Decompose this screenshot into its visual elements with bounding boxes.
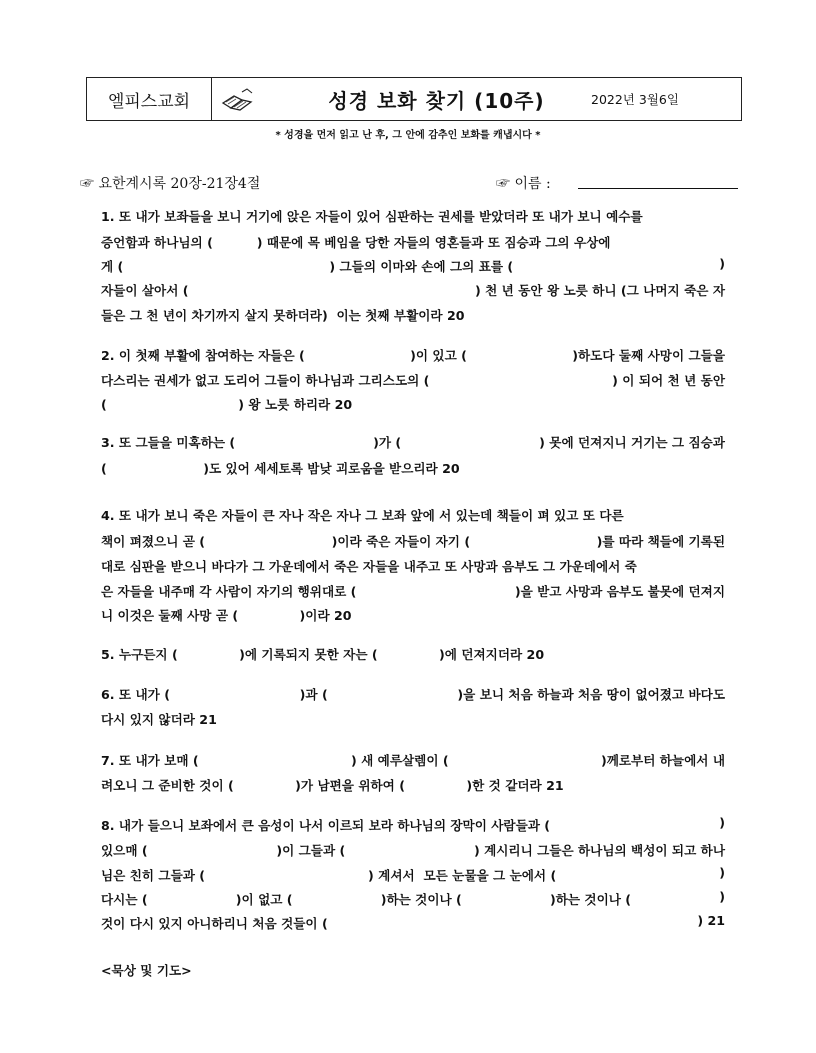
question-line <box>101 750 725 769</box>
line-segment: ( )도 있어 세세토록 밤낮 괴로움을 받으리라 20 <box>101 461 460 476</box>
question-line <box>101 305 464 324</box>
line-segment: 8. 내가 들으니 보좌에서 큰 음성이 나서 이르되 보라 하나님의 장막이 사람들과 ( <box>101 818 551 833</box>
line-segment: )하는 것이나 ( <box>380 892 462 907</box>
line-segment: ) <box>719 865 725 880</box>
question-line <box>101 280 725 299</box>
line-segment: ) <box>719 256 725 271</box>
line-segment: 증언함과 하나님의 ( ) 때문에 목 베임을 당한 자들의 영혼들과 또 짐승과 그의 우상에 <box>101 235 611 250</box>
line-segment: )이 없고 ( <box>235 892 293 907</box>
question-line <box>101 775 564 794</box>
line-segment: 있으매 ( <box>101 843 148 858</box>
closing-heading: <묵상 및 기도> <box>101 963 192 978</box>
line-segment: )과 ( <box>299 687 328 702</box>
question-line <box>101 206 643 225</box>
line-segment: 대로 심판을 받으니 바다가 그 가운데에서 죽은 자들을 내주고 또 사망과 음부도 그 가운데에서 죽 <box>101 559 637 574</box>
line-segment: ) 21 <box>697 913 725 928</box>
line-segment: )을 보니 처음 하늘과 처음 땅이 없어졌고 바다도 <box>457 687 725 702</box>
line-segment: 은 자들을 내주매 각 사람이 자기의 행위대로 ( <box>101 584 357 599</box>
line-segment: )가 ( <box>373 435 402 450</box>
line-segment: ) 그들의 이마와 손에 그의 표를 ( <box>329 259 514 274</box>
line-segment: 1. 또 내가 보좌들을 보니 거기에 앉은 자들이 있어 심판하는 권세를 받았더라 또 내가 보니 예수를 <box>101 209 643 224</box>
question-line <box>101 394 352 413</box>
page-title: 성경 보화 찾기 (10주) <box>328 88 545 113</box>
line-segment: ) 계셔서 모든 눈물을 그 눈에서 ( <box>368 868 557 883</box>
question-line <box>101 840 725 859</box>
question-line <box>101 556 637 575</box>
line-segment: 3. 또 그들을 미혹하는 ( <box>101 435 236 450</box>
line-segment: )을 받고 사망과 음부도 불못에 던져지 <box>514 584 725 599</box>
instruction-note: * 성경을 먼저 읽고 난 후, 그 안에 감추인 보화를 캐냅시다 * <box>275 130 541 141</box>
line-segment: ) 새 예루살렘이 ( <box>350 753 449 768</box>
line-segment: ) 못에 던져지니 거기는 그 짐승과 <box>539 435 725 450</box>
question-line <box>101 256 725 275</box>
line-segment: ) 천 년 동안 왕 노릇 하니 (그 나머지 죽은 자 <box>474 283 725 298</box>
line-segment: )이 그들과 ( <box>276 843 346 858</box>
question-line <box>101 644 544 663</box>
line-segment: 책이 펴졌으니 곧 ( <box>101 534 206 549</box>
bible-icon <box>212 78 262 120</box>
question-line <box>101 605 352 624</box>
line-segment: 5. 누구든지 ( )에 기록되지 못한 자는 ( )에 던져지더라 20 <box>101 647 545 662</box>
question-line <box>101 581 725 600</box>
line-segment: ) <box>719 815 725 830</box>
line-segment: )를 따라 책들에 기록된 <box>596 534 725 549</box>
line-segment: 게 ( <box>101 259 124 274</box>
line-segment: 다시 있지 않더라 21 <box>101 712 217 727</box>
date-text: 2022년 3월6일 <box>591 92 679 107</box>
question-line <box>101 815 725 834</box>
header-box <box>86 77 742 121</box>
question-line <box>101 684 725 703</box>
line-segment: 6. 또 내가 ( <box>101 687 170 702</box>
passage-reference: ☞ 요한계시록 20장-21장4절 <box>80 176 261 192</box>
line-segment: 다시는 ( <box>101 892 148 907</box>
question-line <box>101 913 725 932</box>
line-segment: 4. 또 내가 보니 죽은 자들이 큰 자나 작은 자나 그 보좌 앞에 서 있는데 책들이 펴 있고 또 다른 <box>101 508 624 523</box>
line-segment: ) 이 되어 천 년 동안 <box>612 373 725 388</box>
line-segment: 2. 이 첫째 부활에 참여하는 자들은 ( <box>101 348 305 363</box>
line-segment: 님은 친히 그들과 ( <box>101 868 206 883</box>
line-segment: )이 있고 ( <box>410 348 467 363</box>
question-line <box>101 709 217 728</box>
line-segment: ) 계시리니 그들은 하나님의 백성이 되고 하나 <box>473 843 725 858</box>
question-line <box>101 865 725 884</box>
question-line <box>101 345 725 364</box>
line-segment: 니 이것은 둘째 사망 곧 ( )이라 20 <box>101 608 352 623</box>
question-line <box>101 370 725 389</box>
name-label: ☞ 이름 : <box>496 176 551 192</box>
line-segment: )하는 것이나 ( <box>549 892 632 907</box>
line-segment: 들은 그 천 년이 차기까지 살지 못하더라) 이는 첫째 부활이라 20 <box>101 308 465 323</box>
church-name: 엘피스교회 <box>87 78 212 120</box>
question-line <box>101 889 725 908</box>
line-segment: ( ) 왕 노릇 하리라 20 <box>101 397 353 412</box>
line-segment: 려오니 그 준비한 것이 ( )가 남편을 위하여 ( )한 것 같더라 21 <box>101 778 564 793</box>
line-segment: 자들이 살아서 ( <box>101 283 189 298</box>
question-line <box>101 458 460 477</box>
line-segment: 7. 또 내가 보매 ( <box>101 753 199 768</box>
line-segment: )이라 죽은 자들이 자기 ( <box>331 534 471 549</box>
line-segment: 다스리는 권세가 없고 도리어 그들이 하나님과 그리스도의 ( <box>101 373 430 388</box>
line-segment: )하도다 둘째 사망이 그들을 <box>572 348 725 363</box>
line-segment: )께로부터 하늘에서 내 <box>600 753 725 768</box>
question-line <box>101 432 725 451</box>
question-line <box>101 531 725 550</box>
question-line <box>101 232 610 251</box>
question-line <box>101 505 624 524</box>
line-segment: 것이 다시 있지 아니하리니 처음 것들이 ( <box>101 916 328 931</box>
line-segment: ) <box>719 889 725 904</box>
name-blank-line <box>578 188 738 189</box>
